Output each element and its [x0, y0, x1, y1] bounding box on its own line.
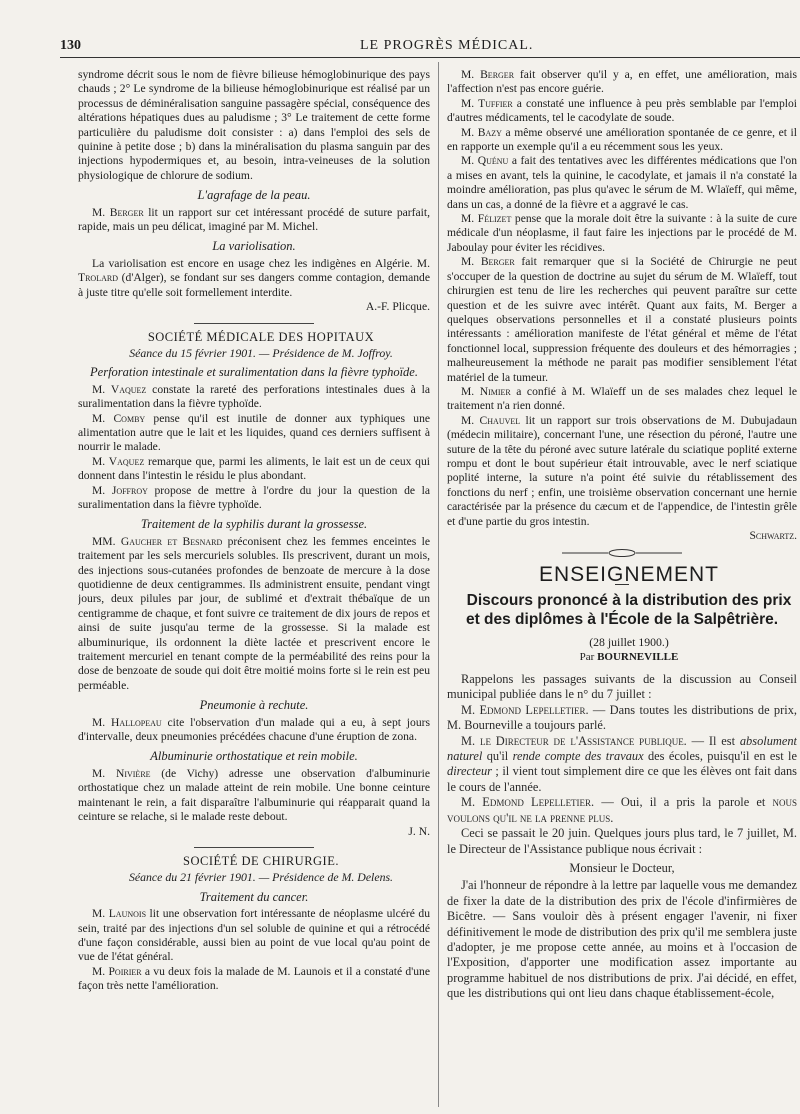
article-date: (28 juillet 1900.): [589, 635, 669, 650]
paragraph: [447, 68, 797, 97]
ornament-icon: [562, 548, 682, 558]
paragraph: [78, 965, 430, 994]
paragraph: [447, 703, 797, 734]
speaker-name: M. Tuffier: [461, 96, 513, 110]
society-heading: SOCIÉTÉ MÉDICALE DES HOPITAUX: [147, 329, 375, 344]
paragraph-text: (de Vichy) adresse une observation d'albuminurie orthostatique chez un malade atteint de rein mobile. Une bonne ceinture maintenant le rein, a fait disparaître l'albuminurie qui réapparait quand la ceinture se relache, si le malade reste debout.: [78, 766, 430, 824]
paragraph: [78, 484, 430, 513]
session-line: Séance du 21 février 1901. — Présidence de M. Delens.: [128, 870, 394, 885]
speaker-name: M. Vaquez: [92, 454, 145, 468]
paragraph-text: a constaté une influence à peu près semblable par l'emploi d'autres médicaments, tel le cacodylate de soude.: [447, 96, 797, 125]
paragraph: Ceci se passait le 20 juin. Quelques jours plus tard, le 7 juillet, M. le Directeur de l'Assistance publique nous écrivait :: [447, 826, 797, 856]
paragraph-text: lit une observation fort intéressante de néoplasme ulcéré du sein, traité par des injections d'un sel soluble de quinine et qui a rétrocédé d'une façon considérable, aussi bien au point de vue local qu'au point de vue de l'état général.: [78, 907, 430, 964]
speaker-name: M. Hallopeau: [92, 715, 162, 729]
paragraph: [447, 734, 797, 796]
paragraph: [78, 767, 430, 825]
paragraph: [78, 206, 430, 235]
salutation: Monsieur le Docteur,: [569, 860, 675, 875]
speaker-name: M. Berger: [461, 255, 515, 269]
page-number: 130: [60, 38, 81, 53]
speaker-name: M. Poirier: [92, 964, 142, 978]
signature: J. N.: [408, 824, 430, 838]
paragraph-text: a même observé une amélioration spontanée de ce genre, et il en rapporte un exemple qu'il a eu récemment sous les yeux.: [447, 125, 797, 154]
speaker-name: M. Nivière: [92, 766, 151, 780]
separator-line: [194, 847, 314, 848]
article-title: Discours prononcé à la distribution des prix et des diplômes à l'École de la Salpêtrière.: [465, 592, 792, 629]
speaker-name: M. Edmond Lepelletier.: [461, 702, 589, 717]
speaker-name: M. Launois: [92, 907, 147, 921]
speaker-name: M. Joffroy: [92, 483, 148, 497]
paragraph-text: a confié à M. Wlaïeff un de ses malades chez lequel le traitement n'a rien donné.: [447, 384, 797, 413]
speaker-name: M. Berger: [92, 205, 144, 219]
signature: A.-F. Plicque.: [365, 300, 430, 314]
paragraph-text: propose de mettre à l'ordre du jour la question de la suralimentation dans la fièvre typhoïde.: [78, 483, 430, 511]
paragraph: [447, 126, 797, 155]
speaker-name: Gaucher et Besnard: [120, 534, 223, 548]
paragraph: [447, 255, 797, 385]
subheading: Albuminurie orthostatique et rein mobile.: [150, 749, 358, 764]
paragraph: [447, 414, 797, 529]
paragraph-text: a fait des tentatives avec les différentes médications que l'on a mises en avant, tels la quinine, le cacodylate, et jamais il n'a constaté la moindre amélioration, pas plus qu'avec le sérum de M. Wlaïeff, qui même, dans un cas, a donné de la fièvre et a aggravé le cas.: [447, 154, 797, 211]
speaker-name: Trolard: [78, 271, 118, 285]
emphasis: directeur: [447, 764, 492, 779]
speaker-name: M. Comby: [92, 411, 146, 425]
paragraph-text: fait observer qu'il y a, en effet, une amélioration, mais l'affection n'est pas encore guérie.: [447, 68, 797, 96]
header-rule: [60, 57, 800, 58]
paragraph-text: (d'Alger), se fondant sur ses dangers comme contagion, demande à juste titre qu'elle soit formellement interdite.: [78, 271, 430, 299]
column-divider: [438, 62, 439, 1107]
speaker-name: M. Berger: [461, 68, 515, 81]
subheading: La variolisation.: [212, 239, 296, 254]
speaker-name: M. Chauvel: [461, 413, 521, 427]
paragraph: [78, 257, 430, 300]
speaker-name: M. Edmond Lepelletier.: [461, 795, 595, 810]
speaker-name: M. Bazy: [461, 125, 502, 139]
session-line: Séance du 15 février 1901. — Présidence de M. Joffroy.: [129, 345, 393, 360]
emphasis: absolument naturel: [447, 733, 797, 764]
paragraph-text: qu'il: [482, 749, 513, 764]
paragraph-text: des écoles, puisqu'il en est le: [643, 749, 797, 764]
paragraph: [78, 716, 430, 745]
paragraph-text: MM.: [92, 534, 121, 548]
paragraph-text: fait remarquer que si la Société de Chirurgie ne peut s'occuper de la question de doctrine au sujet du sérum de M. Wlaïeff, tout chirurgien est tenu de lire les recherches qui peuvent paraître sur cette question et de les suivre avec intérêt. Quant aux faits, M. Berger a quelques observations personnelles et il a constaté plusieurs points intéressants : amélioration manifeste de l'état général et même de l'état fonctionnel local, suppression fréquente des douleurs et des hémorragies ; malheureusement la méthode ne parait pas modifier sensiblement l'état matériel de la tumeur.: [447, 255, 797, 384]
society-heading: SOCIÉTÉ DE CHIRURGIE.: [183, 853, 339, 868]
paragraph-text: remarque que, parmi les aliments, le lait est un de ceux qui donnent dans l'intestin le résidu le plus abondant.: [78, 454, 430, 483]
page-header: [60, 38, 800, 58]
paragraph-text: a vu deux fois la malade de M. Launois et il a constaté d'une façon très nette l'amélioration.: [78, 964, 430, 993]
paragraph-text: préconisent chez les femmes enceintes le traitement par les sels mercuriels solubles. Ils prescrivent, durant un mois, des injections sous-cutanées profondes de benzoate de mercure à la dose quotidienne de deux centigrammes. Ils administrent ensuite, pendant vingt jours, deux pilules par jour, de sublimé et d'extrait thébaïque de un centigramme de chaque, et font suivre ce traitement de dix jours de repos et ainsi de suite jusqu'au terme de la grossesse. Si la malade est albuminurique, ils ordonnent la diète lactée et prescrivent encore le traitement mercuriel en tenant compte de la perméabilité des reins pour la dose de benzoate de soude qui doit être moitié moins forte si le rein est peu perméable.: [78, 534, 430, 692]
emphasis: nous voulons qu'il ne la prenne plus.: [447, 795, 797, 825]
subheading: Pneumonie à rechute.: [199, 698, 309, 713]
paragraph: [78, 535, 430, 693]
paragraph-text: — Dans toutes les distributions de prix, M. Bourneville a toujours parlé.: [447, 702, 797, 733]
signature: Schwartz.: [749, 529, 797, 542]
section-heading: ENSEIGNEMENT: [538, 562, 720, 586]
paragraph-text: pense que la morale doit être la suivante : à la suite de cure médicale d'un néoplasme, il faut faire les injections par le procédé de M. Jaboulay pour éviter les récidives.: [447, 212, 797, 254]
speaker-name: M. Quénu: [461, 154, 509, 168]
subheading: L'agrafage de la peau.: [197, 188, 311, 203]
paragraph-text: — Il est: [686, 733, 740, 748]
paragraph: [447, 212, 797, 255]
paragraph-text: M.: [461, 733, 480, 748]
paragraph: [78, 907, 430, 965]
ornament-divider: [447, 548, 797, 562]
emphasis: rende compte des travaux: [512, 749, 644, 764]
paragraph-text: lit un rapport sur trois observations de M. Dubujadaun (médecin militaire), concernant l'une, une résection du péroné, l'autre une suture de la tête du péroné avec suture latérale du sciatique poplité externe rompu et dont le bout supérieur était introuvable, avec le nerf sciatique poplité interne, la suture n'a point été suivie du rétablissement des fonctions du nerf ; enfin, une troisième observation concernant une hernie caractérisée par la présence du cæcum et de l'appendice, de l'intestin grêle et d'une partie du gros intestin.: [447, 413, 797, 528]
paragraph: syndrome décrit sous le nom de fièvre bilieuse hémoglobinurique des pays chauds ; 2° Le syndrome de la bilieuse hémoglobinurique est réalisé par un processus de déminéralisation sanguine passagère spécial, conséquence des altérations hépatiques dues au paludisme ; 3° Le traitement de cette forme particulière du paludisme doit consister : a) dans l'emploi des sels de quinine à petite dose ; b) dans la minéralisation du plasma sanguin par des injections hypodermiques et, au besoin, intra-veineuses de la solution physiologique de chlorure de sodium.: [78, 68, 430, 182]
byline: [447, 650, 797, 664]
speaker-name: le Directeur de l'Assistance publique.: [479, 733, 687, 748]
paragraph-text: La variolisation est encore en usage chez les indigènes en Algérie. M.: [92, 256, 430, 270]
paragraph-text: constate la rareté des perforations intestinales dues à la suralimentation dans la fièvre typhoïde.: [78, 382, 430, 411]
paragraph: [447, 385, 797, 414]
journal-title: LE PROGRÈS MÉDICAL.: [360, 38, 534, 53]
speaker-name: M. Vaquez: [92, 382, 147, 396]
subheading: Traitement de la syphilis durant la grossesse.: [140, 517, 368, 532]
separator-line: [194, 323, 314, 324]
paragraph: Rappelons les passages suivants de la discussion au Conseil municipal publiée dans le n° du 7 juillet :: [447, 672, 797, 702]
byline-label: Par: [579, 650, 598, 663]
paragraph-text: cite l'observation d'un malade qui a eu, à sept jours d'intervalle, deux pneumonies précédées chacune d'une éruption de zona.: [78, 715, 430, 744]
paragraph: J'ai l'honneur de répondre à la lettre par laquelle vous me demandez de fixer la date de la distribution des prix de l'école d'infirmières de Bicêtre. — Sans vouloir dès à présent engager l'avenir, ni fixer définitivement le mode de distribution des prix qu'il me semblera juste d'adopter, je me propose cette année, au moins et à l'occasion de l'Exposition, d'apporter une modification assez importante au programme habituel de nos distributions de prix. J'ai décidé, en effet, que les distributions qui ont lieu dans chaque établissement-école,: [447, 878, 797, 1001]
article-body: [447, 672, 797, 1002]
left-column: [78, 68, 430, 1108]
paragraph-text: pense qu'il est inutile de donner aux typhiques une alimentation autre que le lait et les liquides, quand ces derniers suffisent à nourrir le malade.: [78, 411, 430, 454]
paragraph-text: ; il vient tout simplement dire ce que les élèves ont fait dans le cours de l'année.: [447, 764, 797, 794]
paragraph-text: lit un rapport sur cet intéressant procédé de suture parfait, rapide, mais un peu délicat, imaginé par M. Michel.: [78, 205, 430, 234]
right-column: [447, 68, 797, 1108]
paragraph: [78, 383, 430, 412]
speaker-name: M. Félizet: [461, 212, 512, 226]
paragraph: [78, 455, 430, 484]
paragraph: [78, 412, 430, 455]
speaker-name: M. Nimier: [461, 384, 511, 398]
paragraph-text: — Oui, il a pris la parole et: [594, 795, 773, 810]
paragraph: [447, 795, 797, 826]
subheading: Traitement du cancer.: [199, 889, 309, 904]
paragraph: [447, 97, 797, 126]
paragraph: [447, 154, 797, 212]
subheading: Perforation intestinale et suralimentation dans la fièvre typhoïde.: [90, 365, 418, 380]
author-name: BOURNEVILLE: [597, 650, 679, 663]
